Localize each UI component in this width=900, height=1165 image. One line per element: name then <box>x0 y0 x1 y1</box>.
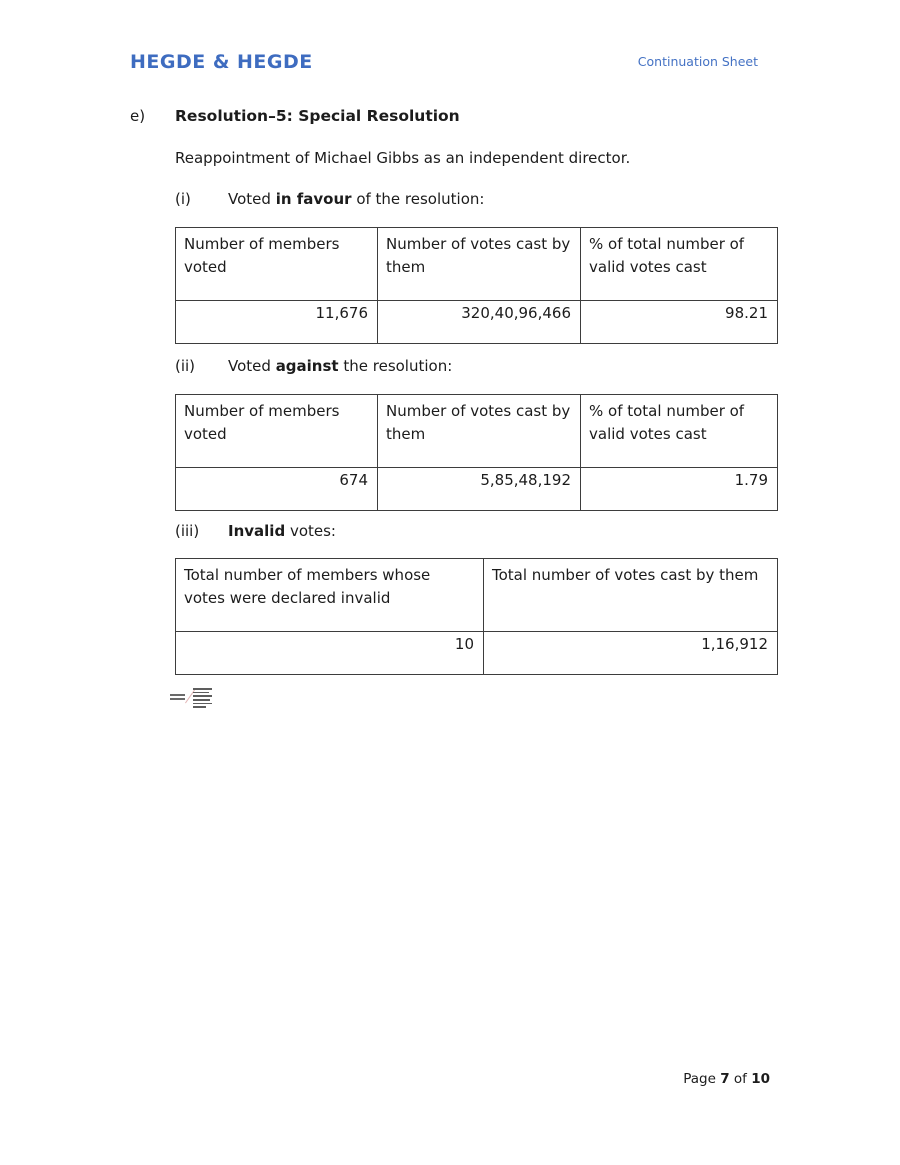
signature-line <box>170 694 185 696</box>
section-text-post: votes: <box>285 522 336 540</box>
value-members-voted: 674 <box>176 468 378 511</box>
votes-favour-table <box>175 227 778 344</box>
votes-against-table <box>175 394 778 511</box>
section-text-pre: Voted <box>228 190 276 208</box>
page-of-label: of <box>729 1071 752 1087</box>
section-marker: (ii) <box>175 357 196 375</box>
section-against-line <box>175 357 452 375</box>
table-header-row <box>176 395 778 468</box>
invalid-votes-table <box>175 558 778 675</box>
value-invalid-votes: 1,16,912 <box>484 632 778 675</box>
signature-stamp <box>170 686 214 712</box>
page-total: 10 <box>751 1071 770 1087</box>
header-votes-cast: Number of votes cast by them <box>378 395 581 468</box>
company-logo: HEGDE & HEGDE <box>130 51 313 73</box>
value-members-voted: 11,676 <box>176 301 378 344</box>
header-members-voted: Number of members voted <box>176 395 378 468</box>
value-percent-valid: 1.79 <box>581 468 778 511</box>
table-value-row <box>176 632 778 675</box>
section-text-bold: against <box>275 357 339 375</box>
section-text-post: of the resolution: <box>351 190 485 208</box>
value-percent-valid: 98.21 <box>581 301 778 344</box>
value-invalid-members: 10 <box>176 632 484 675</box>
list-letter: e) <box>130 107 146 125</box>
digital-signature-text-block <box>193 688 212 708</box>
table-value-row <box>176 301 778 344</box>
page-label: Page <box>683 1071 721 1087</box>
resolution-description: Reappointment of Michael Gibbs as an independent director. <box>175 149 631 167</box>
value-votes-cast: 5,85,48,192 <box>378 468 581 511</box>
resolution-heading <box>130 106 780 125</box>
header-percent-valid: % of total number of valid votes cast <box>581 395 778 468</box>
section-text-bold: Invalid <box>228 522 286 540</box>
continuation-sheet-label: Continuation Sheet <box>637 54 758 69</box>
section-text-post: the resolution: <box>338 357 453 375</box>
header-votes-cast: Number of votes cast by them <box>378 228 581 301</box>
header-invalid-members: Total number of members whose votes were declared invalid <box>176 559 484 632</box>
header-members-voted: Number of members voted <box>176 228 378 301</box>
table-header-row <box>176 559 778 632</box>
page-number-footer <box>683 1071 770 1087</box>
table-value-row <box>176 468 778 511</box>
section-text-pre: Voted <box>228 357 276 375</box>
section-favour-line <box>175 190 484 208</box>
signature-line <box>170 698 185 700</box>
section-text-bold: in favour <box>275 190 352 208</box>
section-marker: (i) <box>175 190 191 208</box>
resolution-title: Resolution–5: Special Resolution <box>175 107 460 125</box>
table-header-row <box>176 228 778 301</box>
value-votes-cast: 320,40,96,466 <box>378 301 581 344</box>
section-invalid-line <box>175 522 336 540</box>
section-marker: (iii) <box>175 522 200 540</box>
header-percent-valid: % of total number of valid votes cast <box>581 228 778 301</box>
page-current: 7 <box>720 1071 730 1087</box>
header-invalid-votes: Total number of votes cast by them <box>484 559 778 632</box>
